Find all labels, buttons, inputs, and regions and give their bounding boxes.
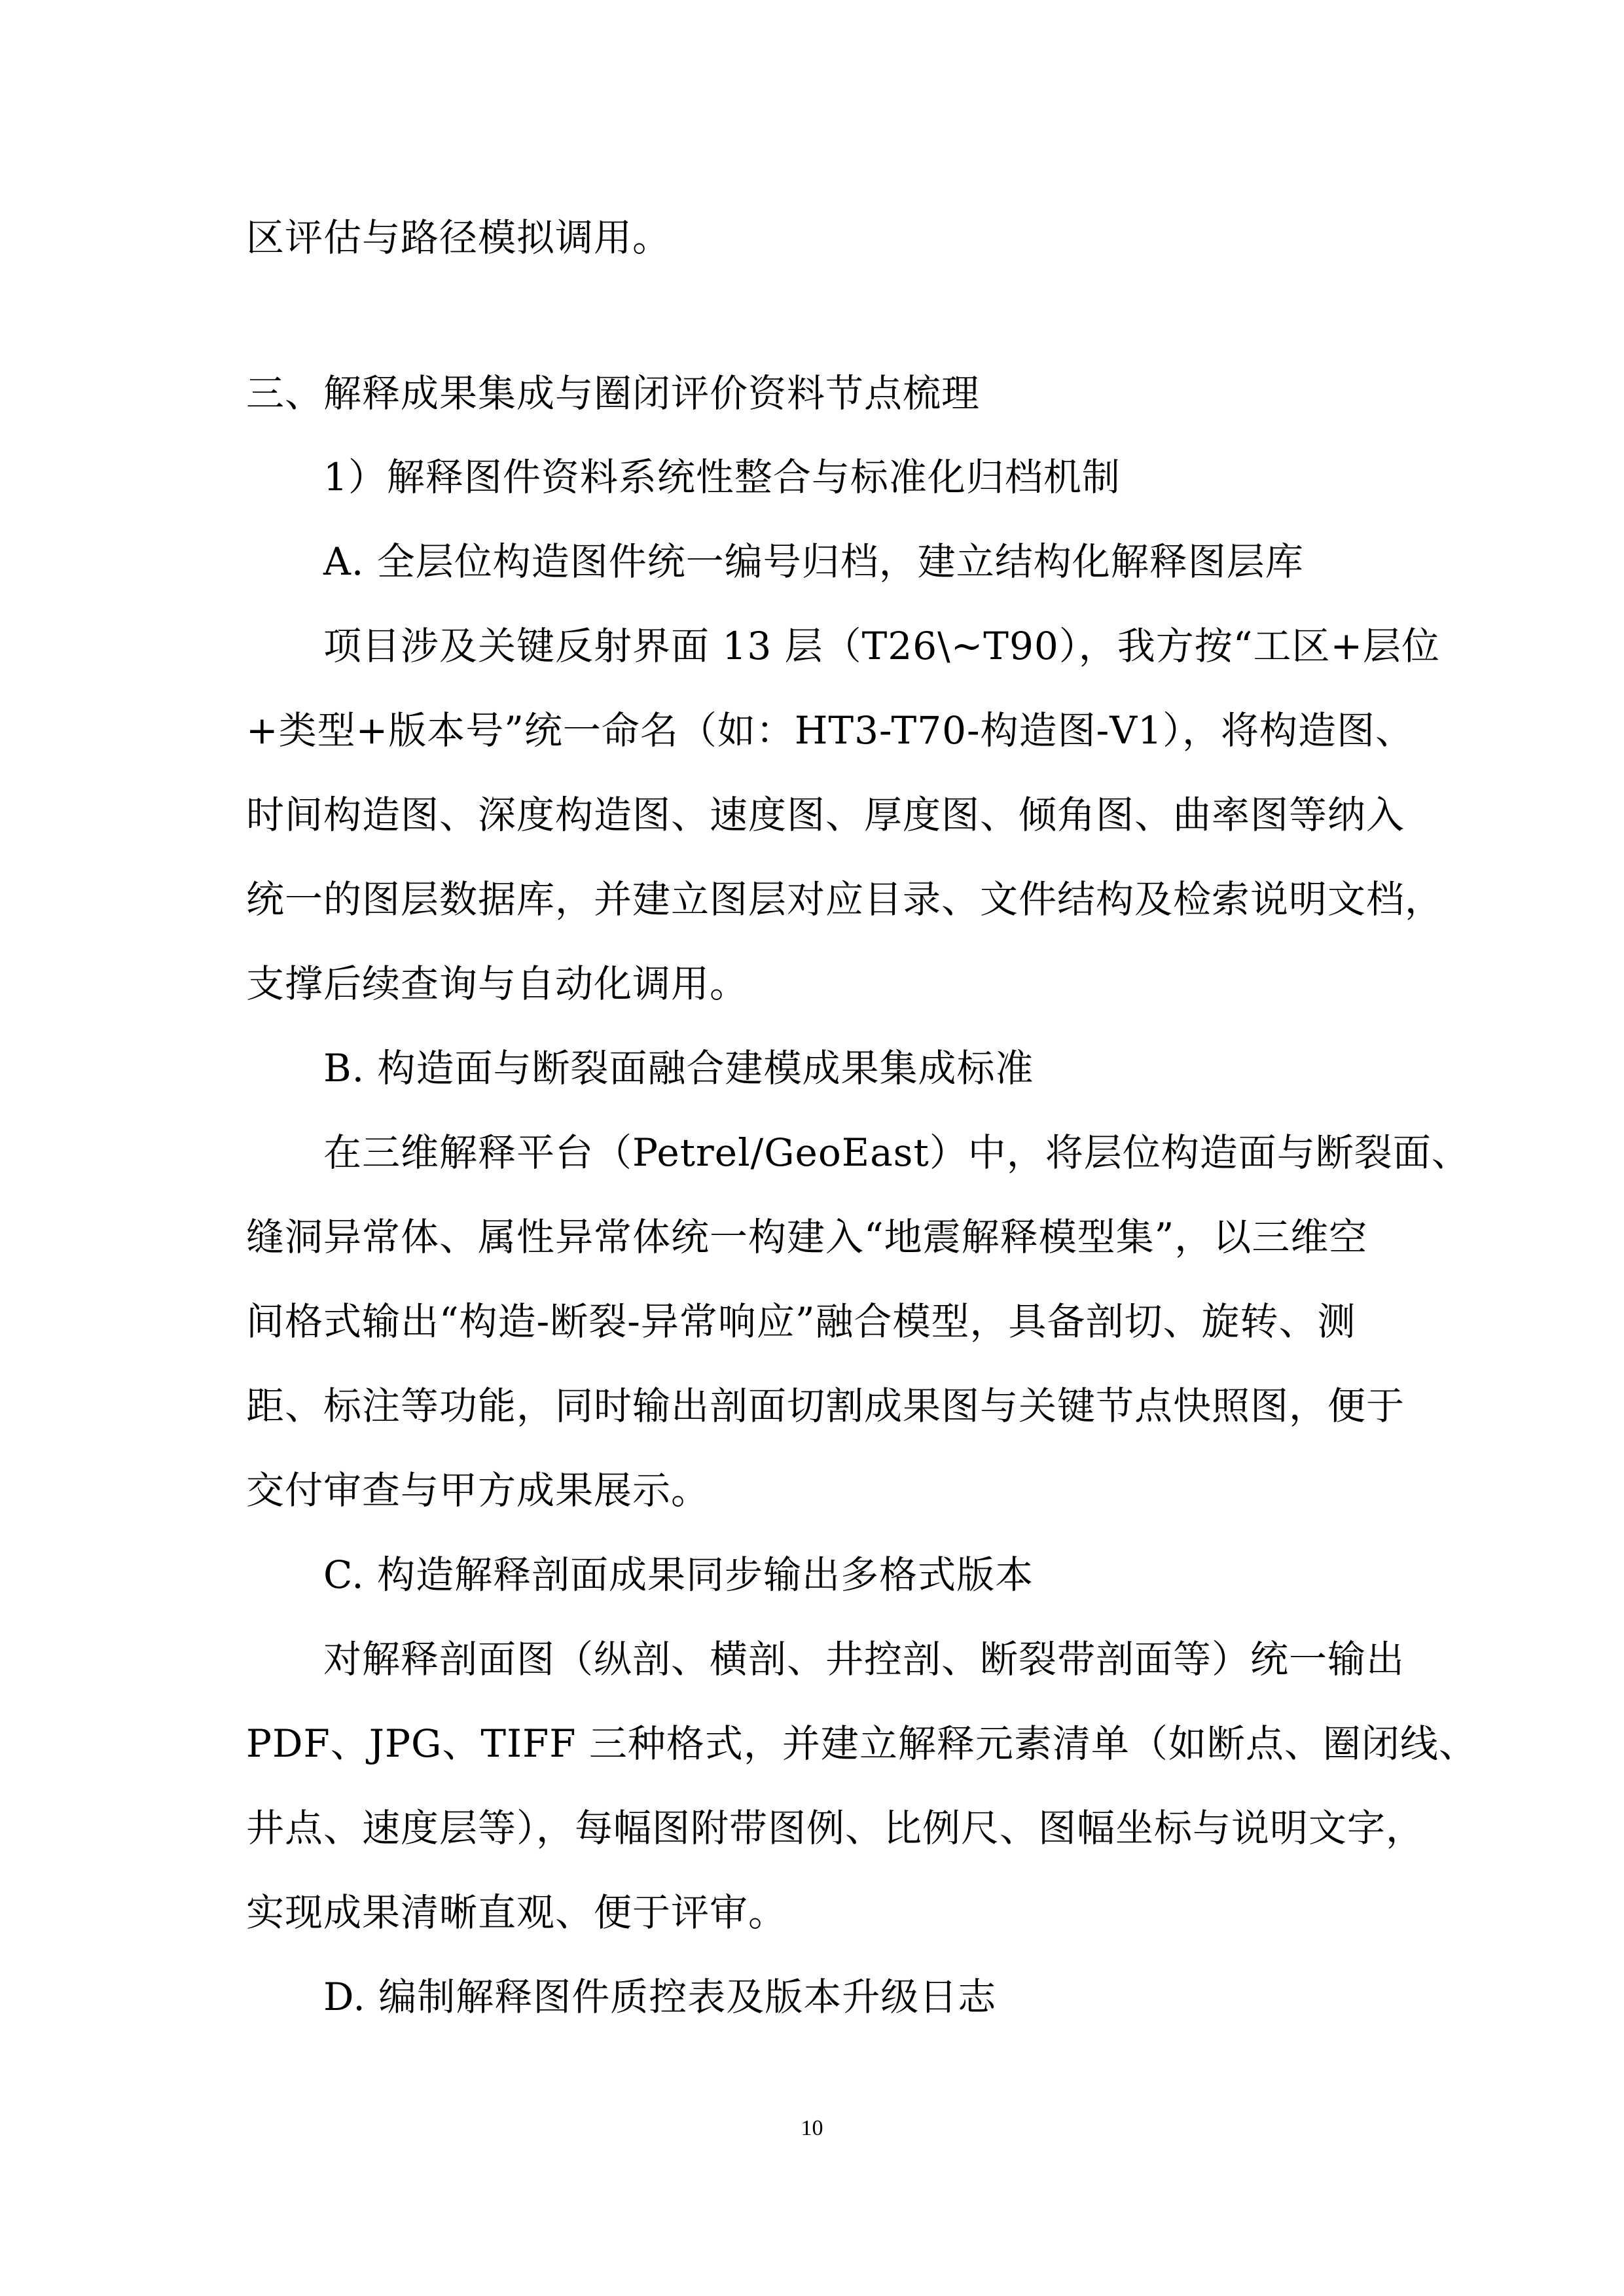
item-heading-d: D. 编制解释图件质控表及版本升级日志 <box>323 1975 997 2019</box>
paragraph-a-line-5: 支撑后续查询与自动化调用。 <box>246 961 749 1006</box>
paragraph-c-line-3: 井点、速度层等），每幅图附带图例、比例尺、图幅坐标与说明文字， <box>246 1806 1425 1850</box>
paragraph-b-line-3: 间格式输出“构造-断裂-异常响应”融合模型，具备剖切、旋转、测 <box>246 1299 1356 1344</box>
paragraph-a-line-4: 统一的图层数据库，并建立图层对应目录、文件结构及检索说明文档， <box>246 877 1444 922</box>
paragraph-c-line-2: PDF、JPG、TIFF 三种格式，并建立解释元素清单（如断点、圈闭线、 <box>246 1721 1477 1766</box>
paragraph-b-line-5: 交付审查与甲方成果展示。 <box>246 1468 710 1513</box>
paragraph-a-line-2: +类型+版本号”统一命名（如：HT3-T70-构造图-V1），将构造图、 <box>246 708 1415 753</box>
subsection-heading: 1）解释图件资料系统性整合与标准化归档机制 <box>323 455 1121 499</box>
paragraph-c-line-1: 对解释剖面图（纵剖、横剖、井控剖、断裂带剖面等）统一输出 <box>323 1637 1405 1681</box>
paragraph-a-line-3: 时间构造图、深度构造图、速度图、厚度图、倾角图、曲率图等纳入 <box>246 793 1405 837</box>
item-heading-c: C. 构造解释剖面成果同步输出多格式版本 <box>323 1552 1034 1597</box>
paragraph-a-line-1: 项目涉及关键反射界面 13 层（T26\~T90），我方按“工区+层位 <box>323 624 1441 668</box>
page-number: 10 <box>801 2116 823 2140</box>
paragraph-continuation: 区评估与路径模拟调用。 <box>246 215 672 260</box>
item-heading-a: A. 全层位构造图件统一编号归档，建立结构化解释图层库 <box>323 539 1304 584</box>
section-heading: 三、解释成果集成与圈闭评价资料节点梳理 <box>246 371 981 416</box>
paragraph-c-line-4: 实现成果清晰直观、便于评审。 <box>246 1890 787 1935</box>
paragraph-b-line-1: 在三维解释平台（Petrel/GeoEast）中，将层位构造面与断裂面、 <box>323 1130 1470 1175</box>
paragraph-b-line-4: 距、标注等功能，同时输出剖面切割成果图与关键节点快照图，便于 <box>246 1384 1405 1428</box>
item-heading-b: B. 构造面与断裂面融合建模成果集成标准 <box>323 1046 1034 1090</box>
paragraph-b-line-2: 缝洞异常体、属性异常体统一构建入“地震解释模型集”，以三维空 <box>246 1215 1368 1259</box>
